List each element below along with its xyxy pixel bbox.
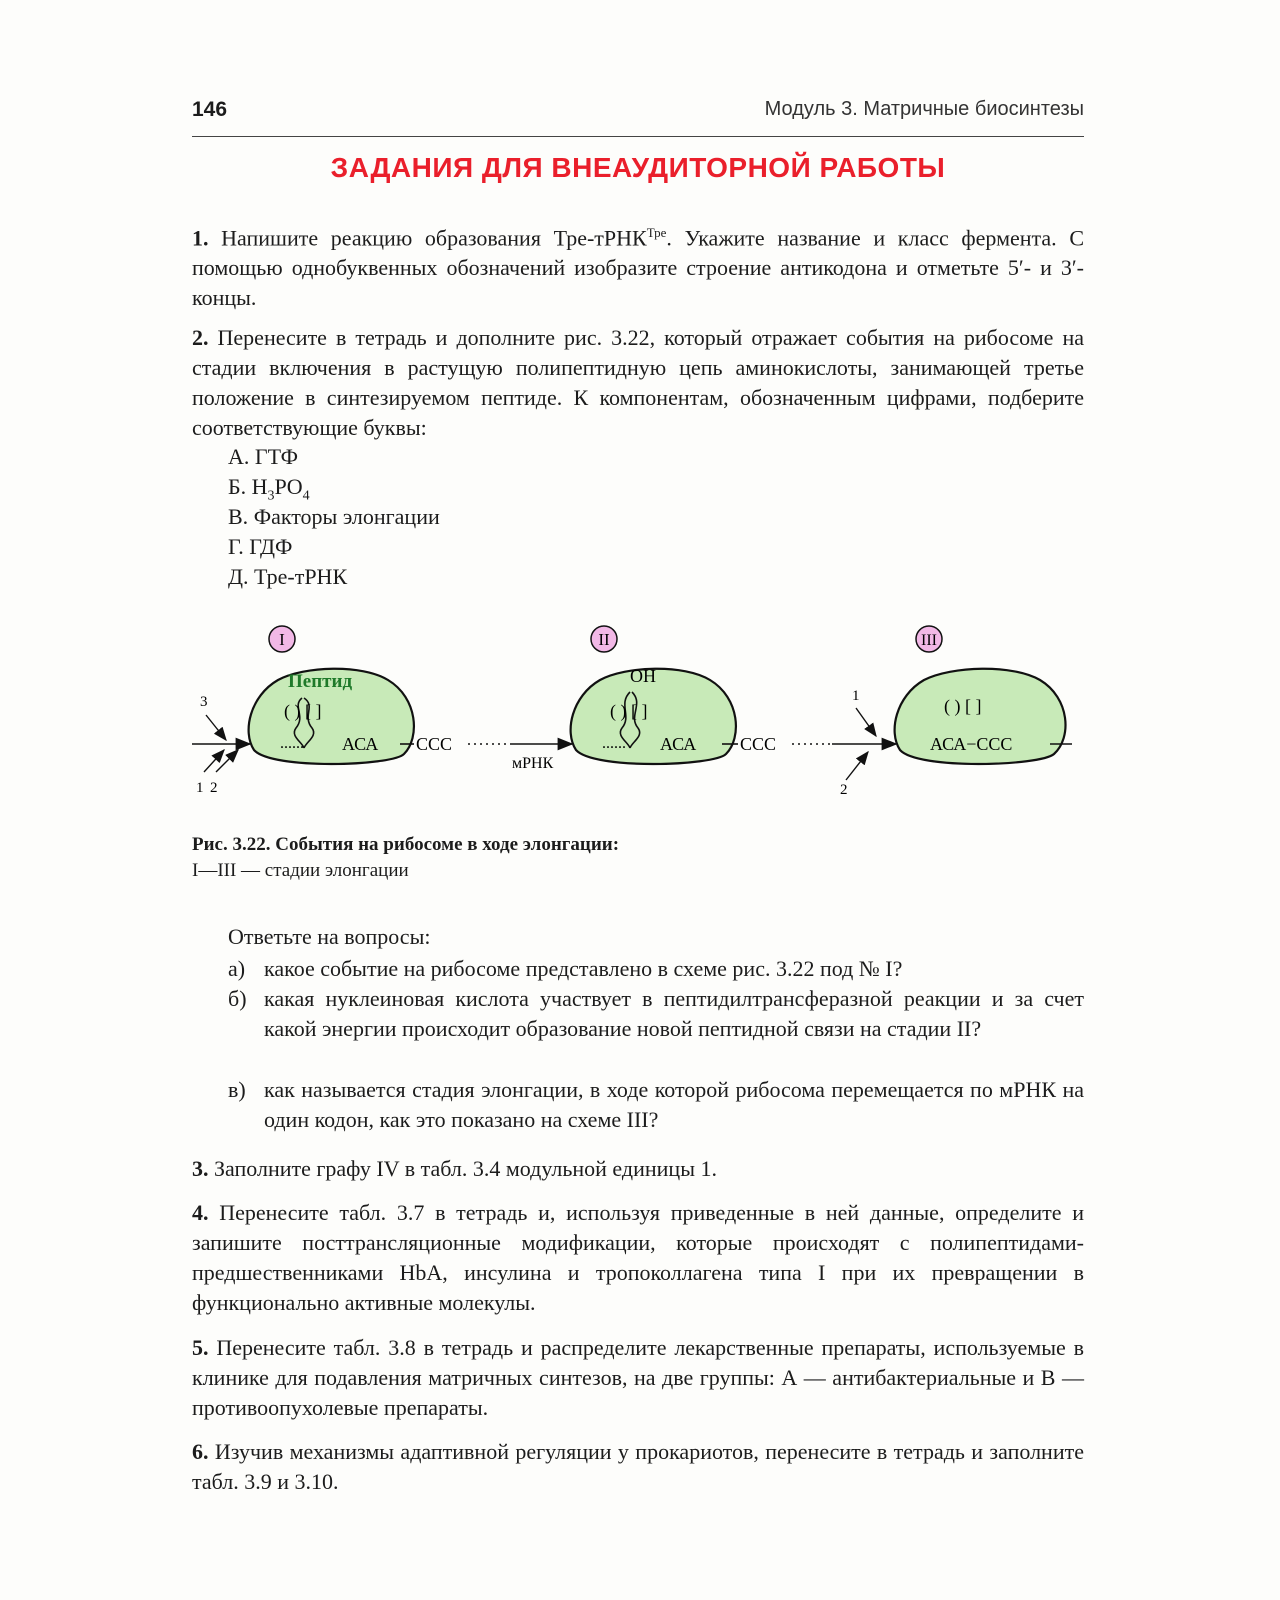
arrow-2	[216, 750, 238, 772]
option-text: ГТФ	[254, 444, 298, 469]
option-item	[228, 442, 828, 472]
task-2	[192, 323, 1084, 443]
svg-text:III: III	[921, 632, 937, 649]
question-text: какая нуклеиновая кислота участвует в пептидилтрансферазной реакции и за счет какой энергии происходит образование новой пептидной связи на стадии II?	[264, 986, 1084, 1041]
option-text: Тре-тРНК	[254, 564, 348, 589]
task-6	[192, 1437, 1084, 1497]
header-rule	[192, 136, 1084, 137]
peptide-label: Пептид	[288, 671, 353, 692]
question-text: какое событие на рибосоме представлено в схеме рис. 3.22 под № I?	[264, 956, 903, 981]
codon-dots: ......	[602, 735, 626, 752]
task-3	[192, 1154, 1084, 1184]
option-letter: Д.	[228, 564, 249, 589]
task-text: Перенесите табл. 3.8 в тетрадь и распределите лекарственные препараты, используемые в клинике для подавления матричных синтезов, на две группы: А — антибактериальные и В — противоопухолевые препараты.	[192, 1335, 1084, 1420]
task-text: Перенесите в тетрадь и дополните рис. 3.22, который отражает события на рибосоме на стадии включения в растущую полипептидную цепь аминокислоты, занимающей третье положение в синтезируемом пептиде. К компонентам, обозначенным цифрами, подберите соответствующие буквы:	[192, 325, 1084, 440]
option-text: PO	[274, 474, 303, 499]
answer-options	[228, 442, 828, 592]
figure-caption-subtitle: I—III — стадии элонгации	[192, 860, 409, 881]
ribosome-sites: ( ) [ ]	[284, 701, 322, 721]
option-item	[228, 502, 828, 532]
question-label: в)	[228, 1077, 246, 1102]
option-letter: Б.	[228, 474, 247, 499]
running-head	[192, 98, 1084, 132]
arrow-2	[846, 752, 868, 780]
ribosome-sites: ( ) [ ]	[944, 696, 982, 716]
arrow-number: 3	[200, 694, 208, 710]
task-text: Изучив механизмы адаптивной регуляции у прокариотов, перенесите в тетрадь и заполните табл. 3.9 и 3.10.	[192, 1439, 1084, 1494]
codon-dots: ......	[280, 735, 304, 752]
task-number: 3.	[192, 1156, 209, 1181]
codon-pair: АСА−ССС	[930, 734, 1013, 754]
task-4	[192, 1198, 1084, 1318]
option-text: ГДФ	[249, 534, 293, 559]
codon-ccc: ССС	[416, 734, 453, 754]
stage-marker-2	[591, 626, 617, 652]
task-number: 5.	[192, 1335, 209, 1360]
section-title: ЗАДАНИЯ ДЛЯ ВНЕАУДИТОРНОЙ РАБОТЫ	[330, 152, 946, 183]
subscript: 4	[302, 488, 310, 504]
option-item	[228, 472, 828, 502]
elongation-figure	[192, 620, 1084, 816]
option-letter: Г.	[228, 534, 244, 559]
stage-marker-3	[916, 626, 942, 652]
option-text: Факторы элонгации	[253, 504, 440, 529]
svg-text:I: I	[279, 630, 285, 649]
arrow-1	[856, 708, 876, 736]
svg-text:II: II	[598, 630, 610, 649]
task-number: 2.	[192, 325, 209, 350]
arrow-number: 2	[840, 782, 848, 798]
arrow-number: 2	[210, 780, 218, 796]
codon-ccc: ССС	[740, 734, 777, 754]
task-text: Перенесите табл. 3.7 в тетрадь и, используя приведенные в ней данные, определите и запишите посттрансляционные модификации, которые происходят с полипептидами-предшественниками HbA, инсулина и тропоколлагена типа I при их превращении в функционально активные молекулы.	[192, 1200, 1084, 1315]
question-item	[228, 984, 1084, 1074]
question-label: а)	[228, 956, 246, 981]
stage-marker-1	[269, 626, 295, 652]
subscript: 3	[267, 488, 275, 504]
option-item	[228, 562, 828, 592]
task-5	[192, 1333, 1084, 1423]
module-title: Модуль 3. Матричные биосинтезы	[764, 98, 1084, 120]
codon-aca: АСА	[660, 734, 697, 754]
task-number: 4.	[192, 1200, 209, 1225]
arrow-number: 1	[852, 688, 860, 704]
page-number: 146	[192, 98, 228, 121]
codon-aca: АСА	[342, 734, 379, 754]
task-text: Заполните графу IV в табл. 3.4 модульной единицы 1.	[208, 1156, 717, 1181]
question-label: б)	[228, 986, 247, 1011]
question-text: как называется стадия элонгации, в ходе которой рибосома перемещается по мРНК на один кодон, как это показано на схеме III?	[264, 1077, 1084, 1132]
option-item	[228, 532, 828, 562]
oh-label: ОН	[630, 666, 656, 686]
ribosome-sites: ( ) [ ]	[610, 701, 648, 721]
mrna-label: мРНК	[512, 755, 554, 772]
question-item	[228, 1075, 1084, 1135]
superscript: Тре	[646, 225, 667, 240]
task-text: . Укажите название и класс фермента. С помощью однобуквенных обозначений изобразите строение антикодона и отметьте 5′- и 3′-концы.	[192, 225, 1084, 311]
task-text: Напишите реакцию образования Тре-тРНК	[208, 225, 647, 251]
option-text: H	[251, 474, 268, 499]
questions-intro: Ответьте на вопросы:	[228, 924, 431, 949]
option-letter: В.	[228, 504, 249, 529]
task-number: 1.	[192, 225, 209, 251]
arrow-number: 1	[196, 780, 204, 796]
task-1	[192, 218, 1084, 313]
option-letter: А.	[228, 444, 250, 469]
arrow-1	[204, 750, 224, 772]
figure-caption-title: Рис. 3.22. События на рибосоме в ходе элонгации:	[192, 834, 620, 855]
arrow-3	[206, 715, 226, 740]
task-number: 6.	[192, 1439, 209, 1464]
question-item	[228, 954, 1084, 984]
